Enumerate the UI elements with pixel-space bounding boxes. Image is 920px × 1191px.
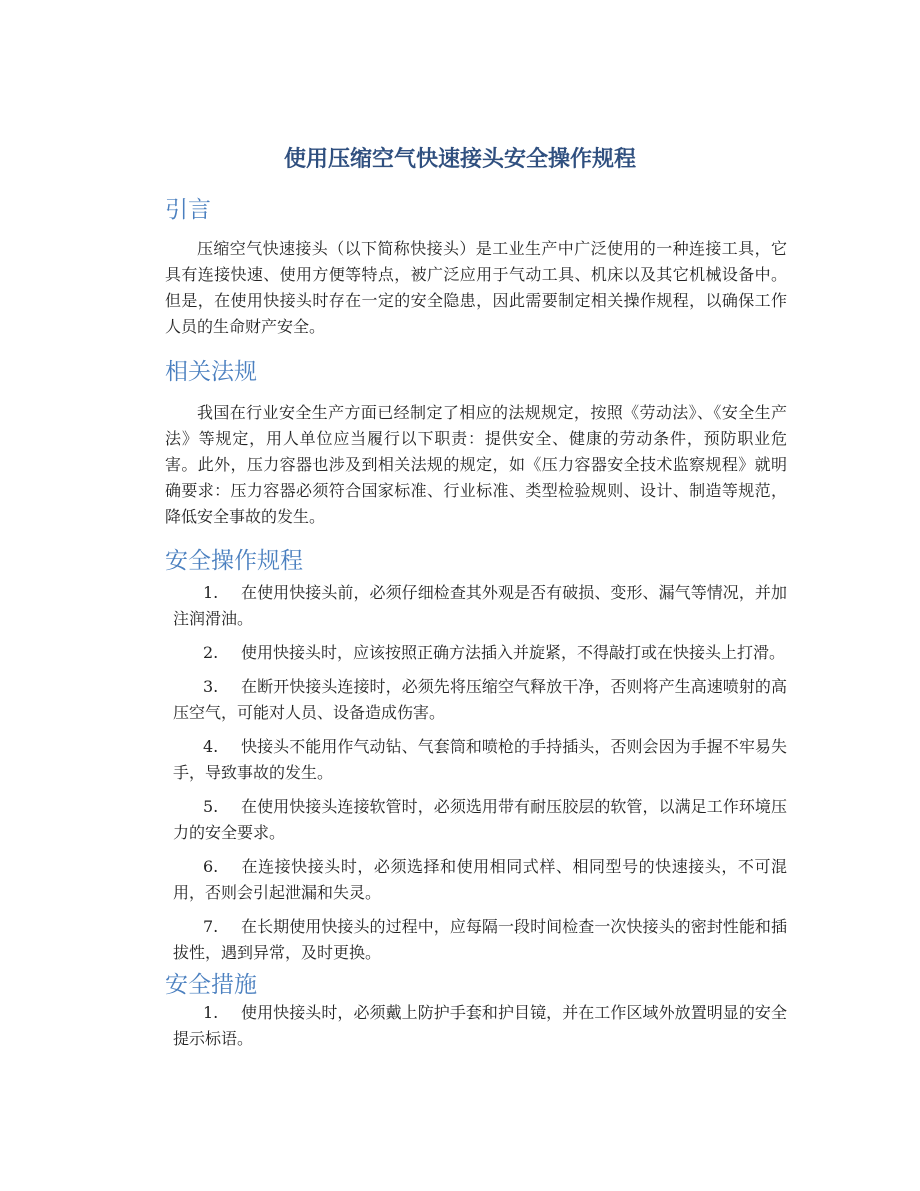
list-item-text: 在长期使用快接头的过程中，应每隔一段时间检查一次快接头的密封性能和插拔性，遇到异常，及时更换。 <box>173 917 787 962</box>
list-item-text: 在连接快接头时，必须选择和使用相同式样、相同型号的快速接头，不可混用，否则会引起泄漏和失灵。 <box>173 857 787 902</box>
list-item <box>165 794 787 846</box>
list-item-text: 使用快接头时，应该按照正确方法插入并旋紧，不得敲打或在快接头上打滑。 <box>241 643 786 662</box>
list-item-number: 5. <box>203 797 219 816</box>
document-title: 使用压缩空气快速接头安全操作规程 <box>283 147 636 172</box>
procedures-list <box>165 580 787 974</box>
list-item-number: 2. <box>203 643 219 662</box>
list-item <box>165 580 787 632</box>
list-item-number: 7. <box>203 917 219 936</box>
list-item-number: 4. <box>203 737 219 756</box>
intro-paragraph: 压缩空气快速接头（以下简称快接头）是工业生产中广泛使用的一种连接工具，它具有连接快速、使用方便等特点，被广泛应用于气动工具、机床以及其它机械设备中。但是，在使用快接头时存在一定的安全隐患，因此需要制定相关操作规程，以确保工作人员的生命财产安全。 <box>165 239 787 336</box>
measures-list <box>165 1000 787 1060</box>
list-item-number: 3. <box>203 677 219 696</box>
heading-measures: 安全措施 <box>165 972 257 998</box>
regulations-paragraph: 我国在行业安全生产方面已经制定了相应的法规规定，按照《劳动法》、《安全生产法》等规定，用人单位应当履行以下职责：提供安全、健康的劳动条件，预防职业危害。此外，压力容器也涉及到相关法规的规定，如《压力容器安全技术监察规程》就明确要求：压力容器必须符合国家标准、行业标准、类型检验规则、设计、制造等规范，降低安全事故的发生。 <box>165 403 787 526</box>
list-item <box>165 854 787 906</box>
list-item-number: 1. <box>203 1003 219 1022</box>
heading-intro: 引言 <box>165 197 211 223</box>
list-item <box>165 734 787 786</box>
list-item <box>165 640 787 666</box>
list-item-number: 1. <box>203 583 219 602</box>
list-item-text: 在断开快接头连接时，必须先将压缩空气释放干净，否则将产生高速喷射的高压空气，可能对人员、设备造成伤害。 <box>173 677 787 722</box>
list-item-text: 快接头不能用作气动钻、气套筒和喷枪的手持插头，否则会因为手握不牢易失手，导致事故的发生。 <box>173 737 787 782</box>
list-item <box>165 914 787 966</box>
heading-procedures: 安全操作规程 <box>165 548 303 574</box>
list-item-text: 在使用快接头连接软管时，必须选用带有耐压胶层的软管，以满足工作环境压力的安全要求。 <box>173 797 787 842</box>
heading-regulations: 相关法规 <box>165 359 257 385</box>
list-item <box>165 674 787 726</box>
list-item <box>165 1000 787 1052</box>
list-item-number: 6. <box>203 857 219 876</box>
list-item-text: 使用快接头时，必须戴上防护手套和护目镜，并在工作区域外放置明显的安全提示标语。 <box>173 1003 787 1048</box>
list-item-text: 在使用快接头前，必须仔细检查其外观是否有破损、变形、漏气等情况，并加注润滑油。 <box>173 583 787 628</box>
